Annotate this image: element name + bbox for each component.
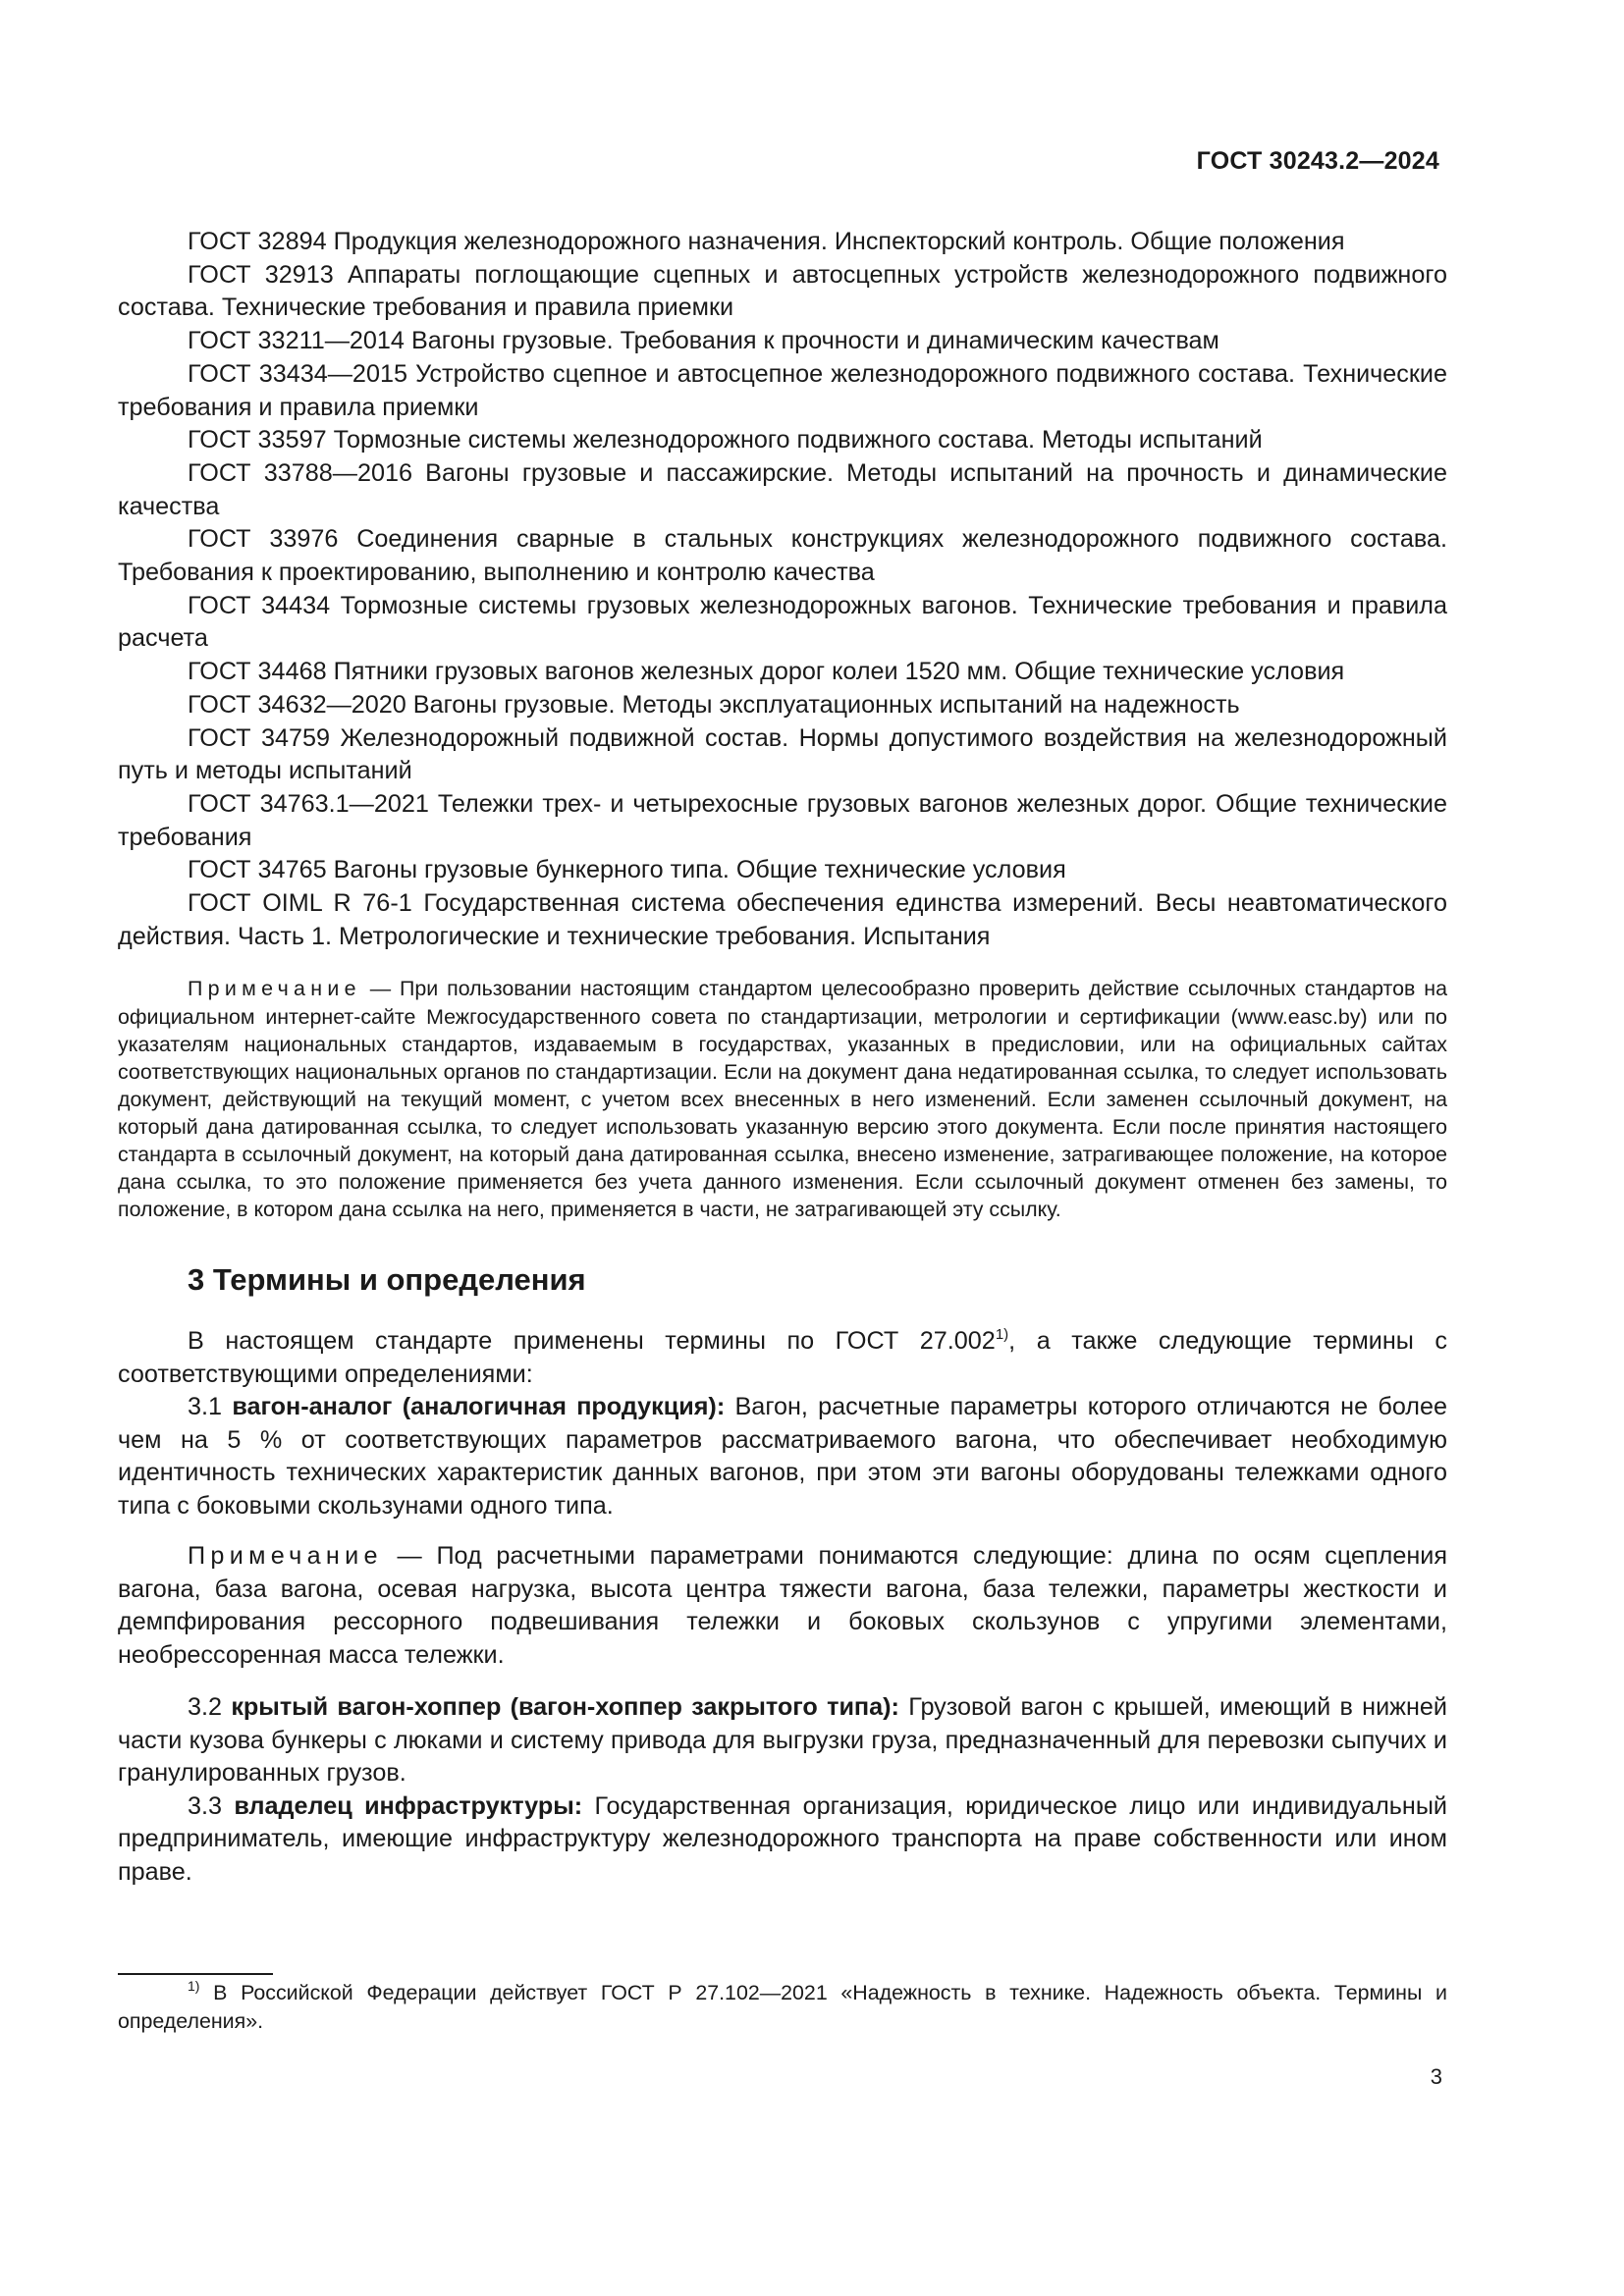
term-number: 3.2 (188, 1693, 232, 1722)
section-intro (118, 1325, 1447, 1391)
reference-item: ГОСТ 32913 Аппараты поглощающие сцепных и автосцепных устройств железнодорожного подвижного состава. Технические требования и правила приемки (118, 260, 1447, 322)
term-name: владелец инфраструктуры: (234, 1791, 583, 1820)
reference-item: ГОСТ 34468 Пятники грузовых вагонов железных дорог колеи 1520 мм. Общие технические условия (188, 658, 1345, 686)
reference-item: ГОСТ OIML R 76-1 Государственная система обеспечения единства измерений. Весы неавтоматического действия. Часть 1. Метрологические и технические требования. Испытания (118, 889, 1447, 950)
note-text: — Под расчетными параметрами понимаются следующие: длина по осям сцепления вагона, база вагона, осевая нагрузка, высота центра тяжести вагона, база тележки, параметры жесткости и демпфирования рессорного подвешивания тележки и боковых скользунов с упругими элементами, необрессоренная масса тележки. (118, 1542, 1447, 1669)
note-label: Примечание (188, 1542, 383, 1571)
page-content (118, 226, 1447, 1889)
term-number: 3.1 (188, 1393, 233, 1421)
reference-item: ГОСТ 34759 Железнодорожный подвижной состав. Нормы допустимого воздействия на железнодорожный путь и методы испытаний (118, 723, 1447, 785)
reference-item: ГОСТ 33597 Тормозные системы железнодорожного подвижного состава. Методы испытаний (188, 426, 1263, 454)
reference-item: ГОСТ 34765 Вагоны грузовые бункерного типа. Общие технические условия (188, 856, 1066, 884)
footnote-reference: 1) (995, 1326, 1009, 1344)
reference-item: ГОСТ 33976 Соединения сварные в стальных конструкциях железнодорожного подвижного состава. Требования к проектированию, выполнению и контролю качества (118, 525, 1447, 587)
normative-references-list (118, 226, 1447, 953)
reference-item: ГОСТ 33211—2014 Вагоны грузовые. Требования к прочности и динамическим качествам (188, 327, 1219, 355)
reference-item: ГОСТ 34763.1—2021 Тележки трех- и четырехосные грузовых вагонов железных дорог. Общие технические требования (118, 789, 1447, 851)
term-name: крытый вагон-хоппер (вагон-хоппер закрытого типа): (231, 1693, 899, 1722)
term-name: вагон-аналог (аналогичная продукция): (232, 1393, 726, 1421)
term-definition: Государственная организация, юридическое лицо или индивидуальный предприниматель, имеющие инфраструктуру железнодорожного транспорта на праве собственности или ином праве. (118, 1791, 1448, 1886)
intro-text: В настоящем стандарте применены термины по ГОСТ 27.002 (188, 1327, 996, 1356)
section-3-title: 3 Термины и определения (188, 1262, 586, 1298)
term-definition: Грузовой вагон с крышей, имеющий в нижней части кузова бункеры с люками и систему привода для выгрузки груза, предназначенный для перевозки сыпучих и гранулированных грузов. (118, 1693, 1447, 1788)
footnote-text: В Российской Федерации действует ГОСТ Р 27.102—2021 «Надежность в технике. Надежность объекта. Термины и определения». (118, 1981, 1447, 2033)
term-note (118, 1540, 1447, 1672)
term-3-1 (118, 1391, 1447, 1522)
term-number: 3.3 (188, 1791, 235, 1820)
page-number: 3 (1430, 2064, 1442, 2089)
term-3-3 (118, 1790, 1447, 1890)
note-label: Примечание (188, 977, 361, 1001)
footnote (118, 1979, 1447, 2036)
footnote-divider (118, 1973, 273, 1975)
terms-section (118, 1325, 1447, 1889)
intro-text-continued: , а также следующие термины с соответствующими определениями: (118, 1327, 1448, 1388)
reference-item: ГОСТ 32894 Продукция железнодорожного назначения. Инспекторский контроль. Общие положения (188, 228, 1345, 255)
references-note (118, 975, 1447, 1223)
document-code-header: ГОСТ 30243.2—2024 (1196, 147, 1439, 175)
reference-item: ГОСТ 33788—2016 Вагоны грузовые и пассажирские. Методы испытаний на прочность и динамические качества (118, 458, 1447, 520)
reference-item: ГОСТ 33434—2015 Устройство сцепное и автосцепное железнодорожного подвижного состава. Технические требования и правила приемки (118, 359, 1447, 421)
term-3-2 (118, 1691, 1447, 1790)
reference-item: ГОСТ 34434 Тормозные системы грузовых железнодорожных вагонов. Технические требования и правила расчета (118, 591, 1447, 653)
note-text: — При пользовании настоящим стандартом целесообразно проверить действие ссылочных стандартов на официальном интернет-сайте Межгосударственного совета по стандартизации, метрологии и сертификации (www.easc.by) или по указателям национальных стандартов, издаваемым в государствах, указанных в предисловии, или на официальных сайтах соответствующих национальных органов по стандартизации. Если на документ дана недатированная ссылка, то следует использовать документ, действующий на текущий момент, с учетом всех внесенных в него изменений. Если заменен ссылочный документ, на который дана датированная ссылка, то следует использовать указанную версию этого документа. Если после принятия настоящего стандарта в ссылочный документ, на который дана датированная ссылка, внесено изменение, затрагивающее положение, на которое дана ссылка, то это положение применяется без учета данного изменения. Если ссылочный документ отменен без замены, то положение, в котором дана ссылка на него, применяется в части, не затрагивающей эту ссылку. (118, 977, 1447, 1222)
reference-item: ГОСТ 34632—2020 Вагоны грузовые. Методы эксплуатационных испытаний на надежность (188, 690, 1240, 719)
footnote-marker: 1) (188, 1978, 200, 1994)
term-definition: Вагон, расчетные параметры которого отличаются не более чем на 5 % от соответствующих параметров рассматриваемого вагона, что обеспечивает необходимую идентичность технических характеристик данных вагонов, при этом эти вагоны оборудованы тележками одного типа с боковыми скользунами одного типа. (118, 1393, 1447, 1520)
